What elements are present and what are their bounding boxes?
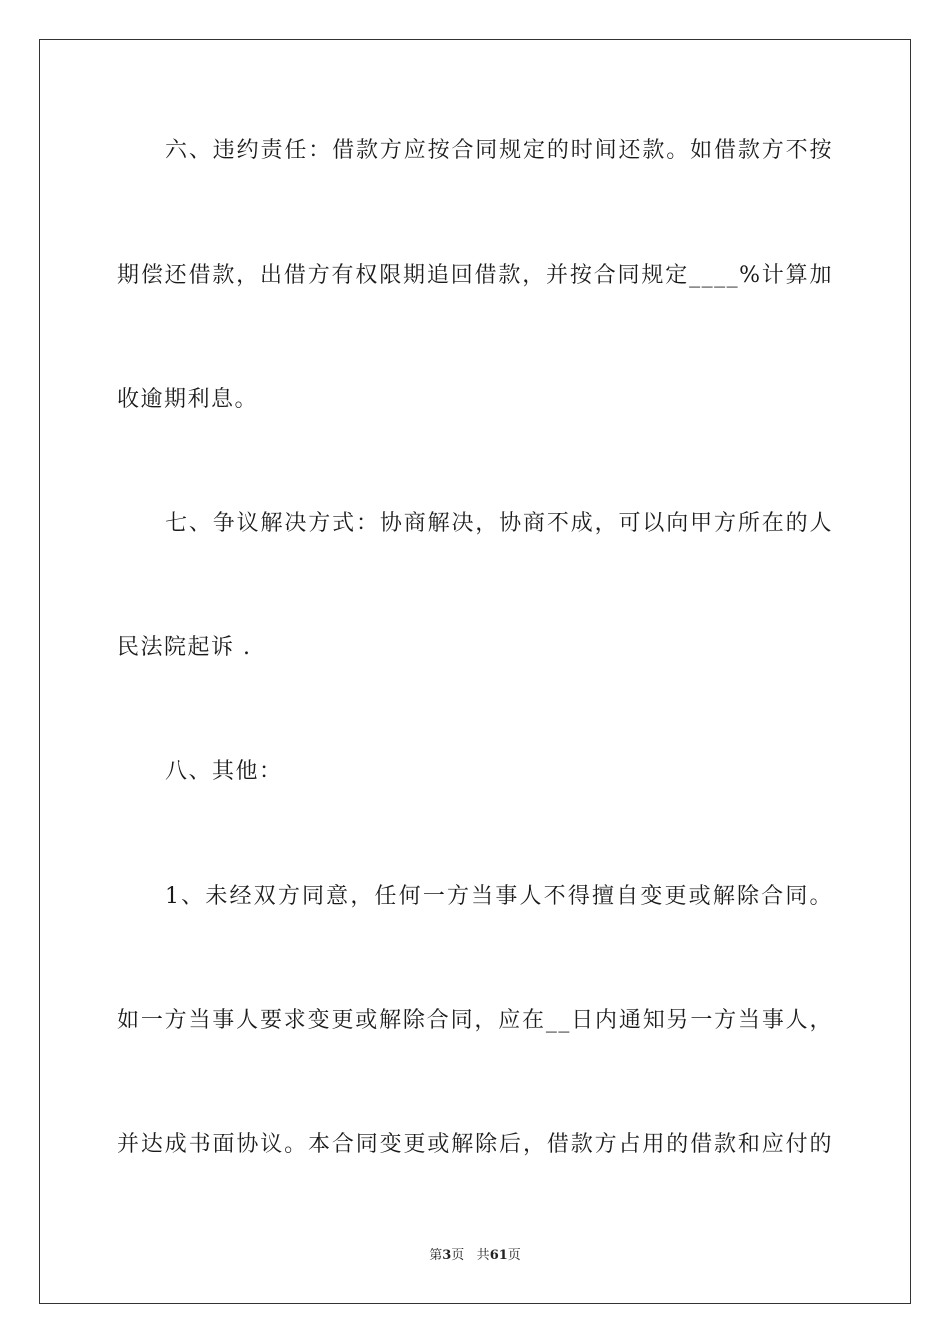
footer-page-suffix: 页 <box>451 1248 465 1263</box>
page-footer <box>0 1247 950 1265</box>
footer-page-prefix: 第 <box>429 1248 443 1263</box>
page-border <box>39 39 911 1304</box>
paragraph-6-line-2: 期偿还借款，出借方有权限期追回借款，并按合同规定____%计算加 <box>117 263 833 288</box>
paragraph-6-line-1: 六、违约责任：借款方应按合同规定的时间还款。如借款方不按 <box>165 138 833 163</box>
clause-1-line-2: 如一方当事人要求变更或解除合同，应在__日内通知另一方当事人， <box>117 1008 833 1033</box>
paragraph-6-line-3: 收逾期利息。 <box>117 387 259 412</box>
footer-total-pages: 61 <box>489 1248 508 1263</box>
footer-current-page: 3 <box>442 1248 452 1263</box>
footer-total-suffix: 页 <box>507 1248 521 1263</box>
paragraph-7-line-2: 民法院起诉 . <box>117 635 252 660</box>
footer-total-prefix: 共 <box>476 1248 490 1263</box>
clause-1-line-1: 1、未经双方同意，任何一方当事人不得擅自变更或解除合同。 <box>165 884 833 909</box>
paragraph-7-line-1: 七、争议解决方式：协商解决，协商不成，可以向甲方所在的人 <box>165 511 833 536</box>
section-8-heading: 八、其他： <box>165 759 283 784</box>
clause-1-line-3: 并达成书面协议。本合同变更或解除后，借款方占用的借款和应付的 <box>117 1132 833 1157</box>
